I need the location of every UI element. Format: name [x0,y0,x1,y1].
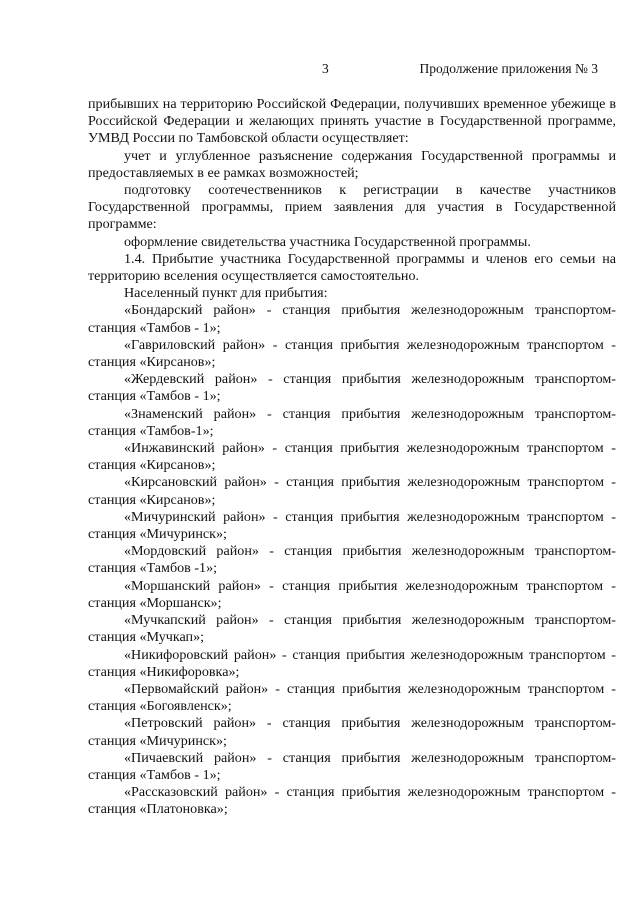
district-station-item: «Инжавинский район» - станция прибытия железнодорожным транспортом - станция «Кирсанов»; [88,440,616,474]
district-station-item: «Моршанский район» - станция прибытия железнодорожным транспортом - станция «Моршанск»; [88,577,616,611]
district-station-item: «Жердевский район» - станция прибытия железнодорожным транспортом-станция «Тамбов - 1»; [88,371,616,405]
appendix-continuation-note: Продолжение приложения № 3 [419,61,598,76]
page-number: 3 [322,61,329,76]
document-body [88,96,616,819]
section-paragraph: 1.4. Прибытие участника Государственной программы и членов его семьи на территорию вселения осуществляется самостоятельно. [88,250,616,285]
district-station-item: «Никифоровский район» - станция прибытия железнодорожным транспортом - станция «Никифоровка»; [88,646,616,680]
paragraph: оформление свидетельства участника Государственной программы. [124,233,531,250]
district-station-item: «Мичуринский район» - станция прибытия железнодорожным транспортом - станция «Мичуринск»; [88,508,616,543]
paragraph: прибывших на территорию Российской Федерации, получивших временное убежище в Российской Федерации и желающих принять участие в Государственной программе, УМВД России по Тамбовской области осуществляет: [88,96,616,147]
district-station-item: «Рассказовский район» - станция прибытия железнодорожным транспортом - станция «Платоновка»; [88,784,616,818]
district-station-item: «Петровский район» - станция прибытия железнодорожным транспортом-станция «Мичуринск»; [88,715,616,749]
district-station-item: «Кирсановский район» - станция прибытия железнодорожным транспортом - станция «Кирсанов»; [88,474,616,508]
district-station-item: «Пичаевский район» - станция прибытия железнодорожным транспортом-станция «Тамбов - 1»; [88,749,616,783]
district-station-item: «Знаменский район» - станция прибытия железнодорожным транспортом-станция «Тамбов-1»; [88,405,616,439]
district-station-item: «Мучкапский район» - станция прибытия железнодорожным транспортом-станция «Мучкап»; [88,612,616,646]
district-station-item: «Первомайский район» - станция прибытия железнодорожным транспортом - станция «Богоявленск»; [88,680,616,715]
district-station-item: «Гавриловский район» - станция прибытия железнодорожным транспортом - станция «Кирсанов»; [88,336,616,371]
paragraph: подготовку соотечественников к регистрации в качестве участников Государственной программы, прием заявления для участия в Государственной программе: [88,182,616,233]
district-station-item: «Мордовский район» - станция прибытия железнодорожным транспортом- станция «Тамбов -1»; [88,543,616,577]
paragraph: Населенный пункт для прибытия: [124,285,328,302]
paragraph: учет и углубленное разъяснение содержания Государственной программы и предоставляемых в ее рамках возможностей; [88,147,616,181]
district-station-item: «Бондарский район» - станция прибытия железнодорожным транспортом-станция «Тамбов - 1»; [88,302,616,336]
page-header [0,61,640,79]
